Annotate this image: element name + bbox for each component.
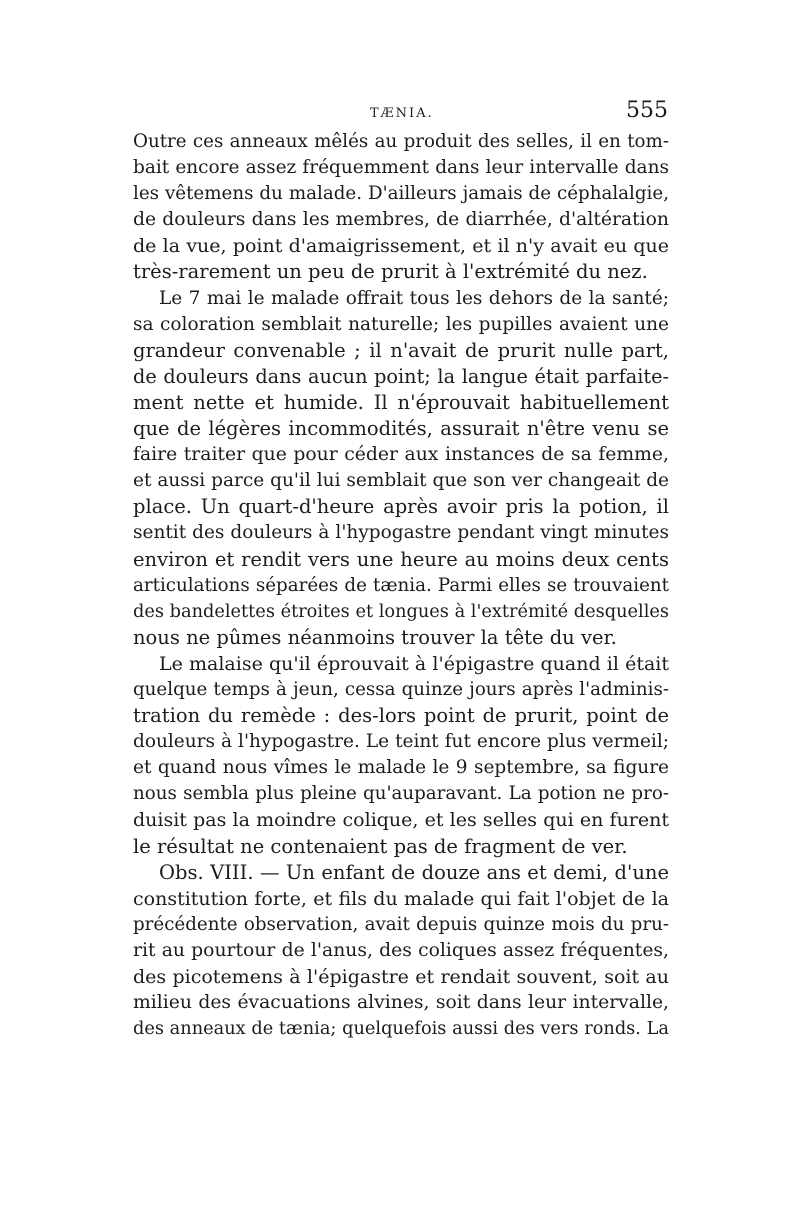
text-line: Le malaise qu'il éprouvait à l'épigastre quand il était [159,652,669,675]
text-line: Le 7 mai le malade offrait tous les dehors de la santé; [159,287,669,309]
text-line: bait encore assez fréquemment dans leur intervalle dans [133,157,669,179]
text-line: et quand nous vîmes le malade le 9 septembre, sa figure [133,757,669,779]
page-number: 555 [626,98,668,123]
text-line: articulations séparées de tænia. Parmi elles se trouvaient [133,574,669,596]
text-line: place. Un quart-d'heure après avoir pris la potion, il [133,495,669,519]
text-line: très-rarement un peu de prurit à l'extrémité du nez. [133,260,648,284]
text-line: de douleurs dans aucun point; la langue était parfaite- [133,364,669,388]
text-line: constitution forte, et fils du malade qui fait l'objet de la [133,887,669,910]
text-line: nous sembla plus pleine qu'auparavant. La potion ne pro- [133,783,669,805]
text-line: grandeur convenable ; il n'avait de prurit nulle part, [133,338,669,362]
text-line: le résultat ne contenaient pas de fragment de ver. [133,834,628,858]
text-line: sa coloration semblait naturelle; les pupilles avaient une [133,313,669,335]
text-line: ment nette et humide. Il n'éprouvait habituellement [133,390,669,414]
text-line: nous ne pûmes néanmoins trouver la tête du ver. [133,625,617,649]
text-line: de la vue, point d'amaigrissement, et il n'y avait eu que [133,235,669,258]
text-line: que de légères incommodités, assurait n'être venu se [133,417,669,441]
text-line: rit au pourtour de l'anus, des coliques assez fréquentes, [133,939,669,961]
text-line: de douleurs dans les membres, de diarrhée, d'altération [133,209,669,231]
text-line: les vêtemens du malade. D'ailleurs jamais de céphalalgie, [133,183,669,205]
text-line: sentit des douleurs à l'hypogastre pendant vingt minutes [133,522,669,544]
text-line: environ et rendit vers une heure au moins deux cents [133,547,669,571]
body-text [133,129,669,1042]
running-head [132,98,668,126]
text-line: faire traiter que pour céder aux instances de sa femme, [133,444,669,466]
text-line: duisit pas la moindre colique, et les selles qui en furent [133,809,669,832]
running-title: TÆNIA. [370,106,434,121]
text-line: quelque temps à jeun, cessa quinze jours après l'adminis- [133,678,669,700]
text-line: tration du remède : des-lors point de prurit, point de [133,704,669,728]
text-line: des picotemens à l'épigastre et rendait souvent, soit au [133,966,669,988]
text-line: douleurs à l'hypogastre. Le teint fut encore plus vermeil; [133,731,669,753]
text-line: et aussi parce qu'il lui semblait que son ver changeait de [133,470,669,492]
text-line: milieu des évacuations alvines, soit dans leur intervalle, [133,992,669,1014]
text-line: précédente observation, avait depuis quinze mois du pru- [133,913,669,935]
text-line: des anneaux de tænia; quelquefois aussi des vers ronds. La [133,1019,669,1040]
text-line: des bandelettes étroites et longues à l'extrémité desquelles [133,601,670,622]
text-line: Obs. VIII. — Un enfant de douze ans et demi, d'une [159,860,669,884]
text-line: Outre ces anneaux mêlés au produit des selles, il en tom- [133,131,669,152]
